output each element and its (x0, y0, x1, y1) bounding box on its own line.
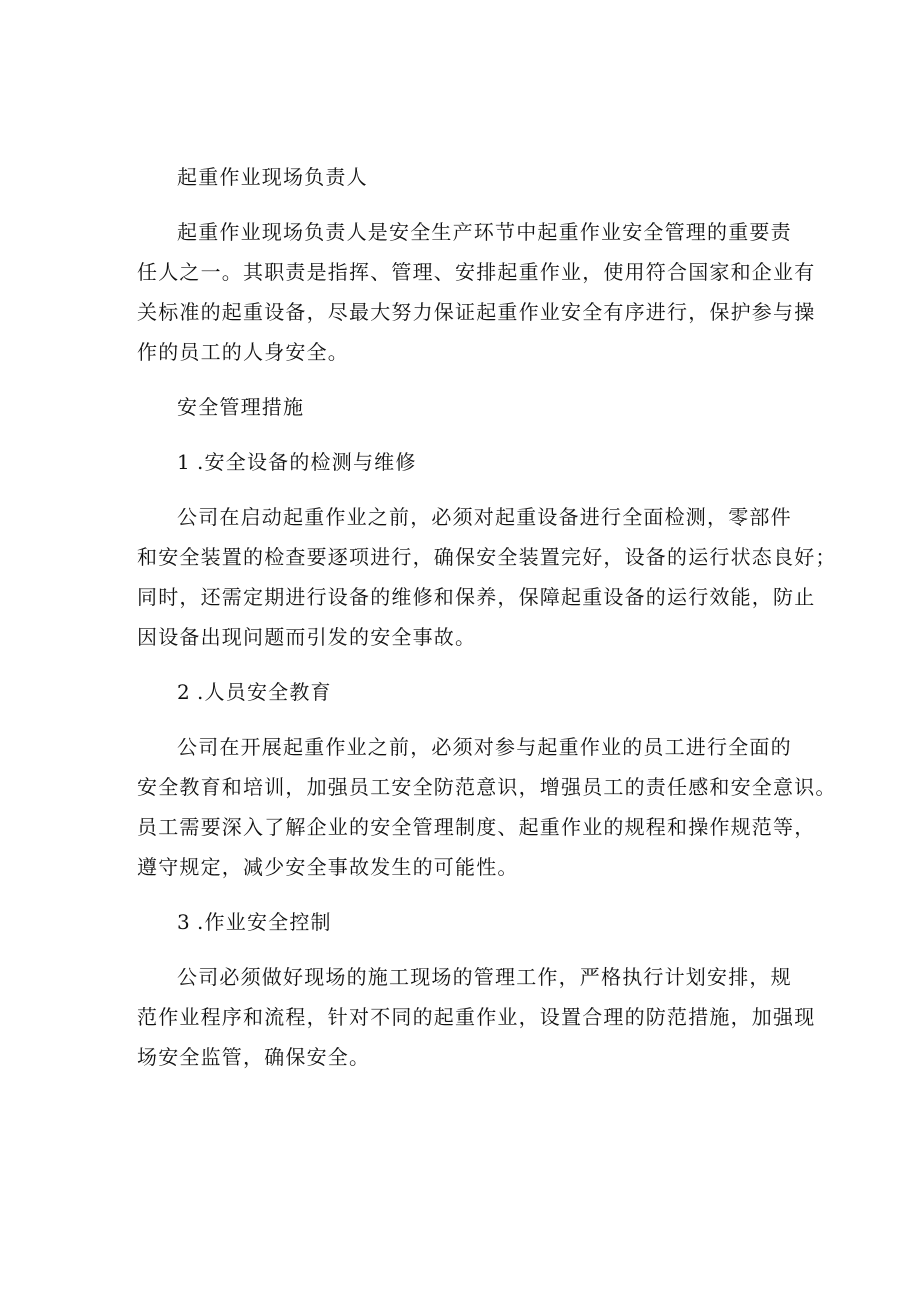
paragraph-line: 遵守规定，减少安全事故发生的可能性。 (137, 855, 519, 879)
item-title: .作业安全控制 (197, 910, 332, 934)
paragraph-line: 和安全装置的检查要逐项进行，确保安全装置完好，设备的运行状态良好； (137, 545, 837, 569)
paragraph-line: 安全教育和培训，加强员工安全防范意识，增强员工的责任感和安全意识。 (137, 775, 837, 799)
document-title: 起重作业现场负责人 (177, 165, 368, 189)
item-paragraph (137, 957, 816, 1077)
item-number: 3 (177, 910, 191, 934)
document-body (137, 157, 837, 1077)
paragraph-line: 公司必须做好现场的施工现场的管理工作，严格执行计划安排，规 (177, 965, 792, 989)
paragraph-line: 同时，还需定期进行设备的维修和保养，保障起重设备的运行效能，防止 (137, 585, 816, 609)
item-number: 2 (177, 680, 191, 704)
item-paragraph (137, 727, 837, 887)
item-title: .人员安全教育 (197, 680, 332, 704)
item-heading (137, 672, 783, 712)
item-title: .安全设备的检测与维修 (197, 450, 417, 474)
paragraph-line: 关标准的起重设备，尽最大努力保证起重作业安全有序进行，保护参与操 (137, 300, 816, 324)
section-title: 安全管理措施 (177, 395, 305, 419)
item-paragraph (137, 497, 837, 657)
paragraph-line: 场安全监管，确保安全。 (137, 1045, 371, 1069)
item-heading (137, 442, 783, 482)
item-heading (137, 902, 783, 942)
paragraph-line: 公司在启动起重作业之前，必须对起重设备进行全面检测，零部件 (177, 505, 792, 529)
item-number: 1 (177, 450, 191, 474)
paragraph-line: 范作业程序和流程，针对不同的起重作业，设置合理的防范措施，加强现 (137, 1005, 816, 1029)
paragraph-line: 公司在开展起重作业之前，必须对参与起重作业的员工进行全面的 (177, 735, 792, 759)
paragraph-line: 起重作业现场负责人是安全生产环节中起重作业安全管理的重要责 (177, 220, 792, 244)
paragraph-line: 因设备出现问题而引发的安全事故。 (137, 625, 477, 649)
paragraph-line: 员工需要深入了解企业的安全管理制度、起重作业的规程和操作规范等， (137, 815, 816, 839)
intro-paragraph (137, 212, 816, 372)
paragraph-line: 任人之一。其职责是指挥、管理、安排起重作业，使用符合国家和企业有 (137, 260, 816, 284)
paragraph-line: 作的员工的人身安全。 (137, 340, 349, 364)
